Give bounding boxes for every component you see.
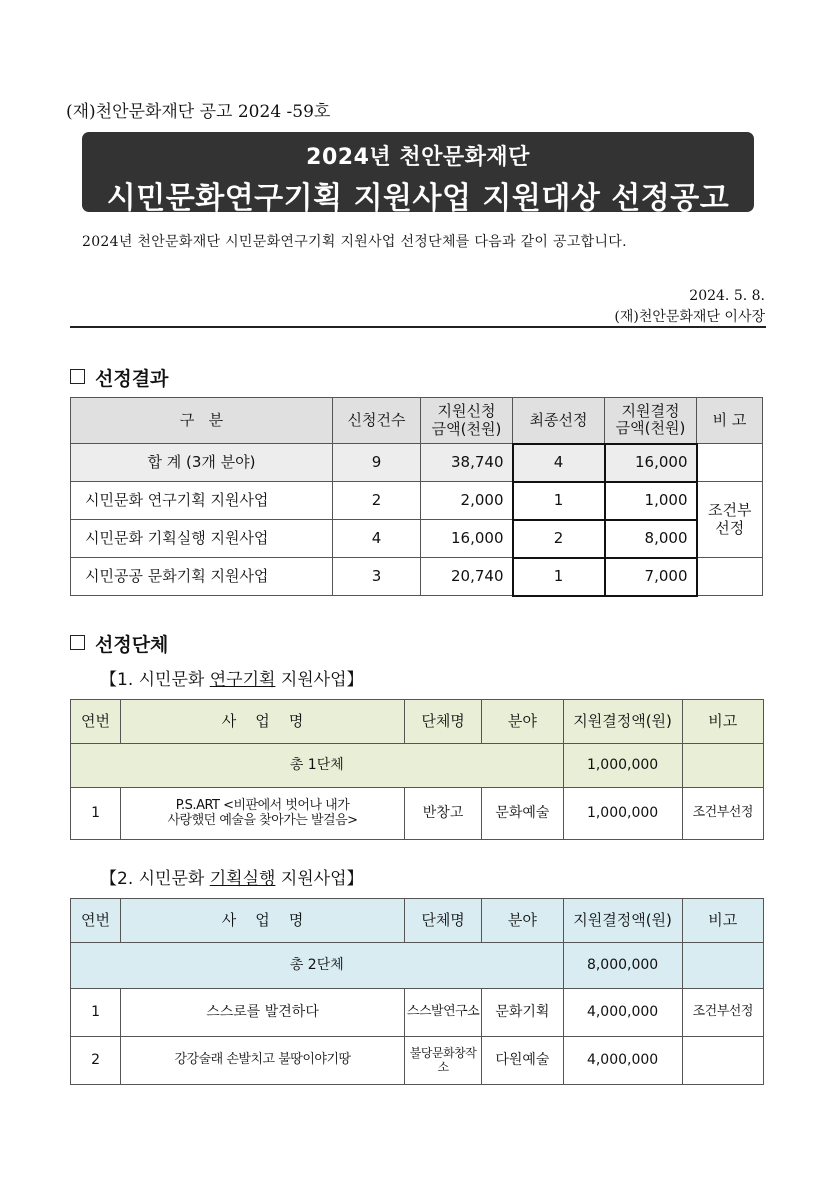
group1-title: 【1. 시민문화 연구기획 지원사업】	[100, 670, 364, 690]
section1-heading	[70, 364, 168, 391]
divider	[70, 326, 766, 328]
header-category: 구 분	[71, 398, 333, 444]
header-remarks: 비 고	[697, 398, 763, 444]
checkbox-square-icon	[70, 369, 85, 384]
notice-date: 2024. 5. 8.	[689, 288, 765, 304]
group2-table	[70, 898, 764, 1085]
intro-text: 2024년 천안문화재단 시민문화연구기획 지원사업 선정단체를 다음과 같이 공고합니다.	[82, 234, 627, 250]
table-row: 시민공공 문화기획 지원사업 3 20,740 1 7,000	[71, 558, 763, 596]
table-header-row: 연번 사 업 명 단체명 분야 지원결정액(원) 비고	[71, 700, 764, 744]
group1-table	[70, 699, 764, 840]
table-row: 2 강강술래 손발치고 불땅이야기땅 불당문화창작소 다원예술 4,000,000	[71, 1037, 764, 1085]
checkbox-square-icon	[70, 635, 85, 650]
total-row: 합 계 (3개 분야) 9 38,740 4 16,000	[71, 444, 763, 482]
header-applications: 신청건수	[333, 398, 421, 444]
table-header-row	[71, 398, 763, 444]
total-row: 총 2단체 8,000,000	[71, 943, 764, 989]
table-header-row: 연번 사 업 명 단체명 분야 지원결정액(원) 비고	[71, 899, 764, 943]
title-banner	[82, 132, 754, 216]
header-decided: 지원결정 금액(천원)	[605, 398, 697, 444]
group2-title: 【2. 시민문화 기획실행 지원사업】	[100, 869, 364, 889]
table-row: 시민문화 연구기획 지원사업 2 2,000 1 1,000 조건부 선정	[71, 482, 763, 520]
banner-line1: 2024년 천안문화재단	[306, 145, 530, 170]
table-row: 1 스스로를 발견하다 스스발연구소 문화기획 4,000,000 조건부선정	[71, 989, 764, 1037]
table-row: 시민문화 기획실행 지원사업 4 16,000 2 8,000	[71, 520, 763, 558]
total-row: 총 1단체 1,000,000	[71, 744, 764, 788]
header-final: 최종선정	[513, 398, 605, 444]
selection-results-table	[70, 397, 763, 597]
section2-heading	[70, 630, 168, 657]
section2-title: 선정단체	[95, 634, 169, 656]
table-row: 1 P.S.ART <비판에서 벗어나 내가 사랑했던 예술을 찾아가는 발걸음> 반창고 문화예술 1,000,000 조건부선정	[71, 788, 764, 840]
issuer: (재)천안문화재단 이사장	[614, 309, 765, 325]
notice-number: (재)천안문화재단 공고 2024 -59호	[66, 102, 331, 122]
banner-line2: 시민문화연구기획 지원사업 지원대상 선정공고	[106, 181, 730, 216]
header-requested: 지원신청 금액(천원)	[421, 398, 513, 444]
remark-cell: 조건부 선정	[697, 482, 763, 558]
section1-title: 선정결과	[95, 368, 169, 390]
